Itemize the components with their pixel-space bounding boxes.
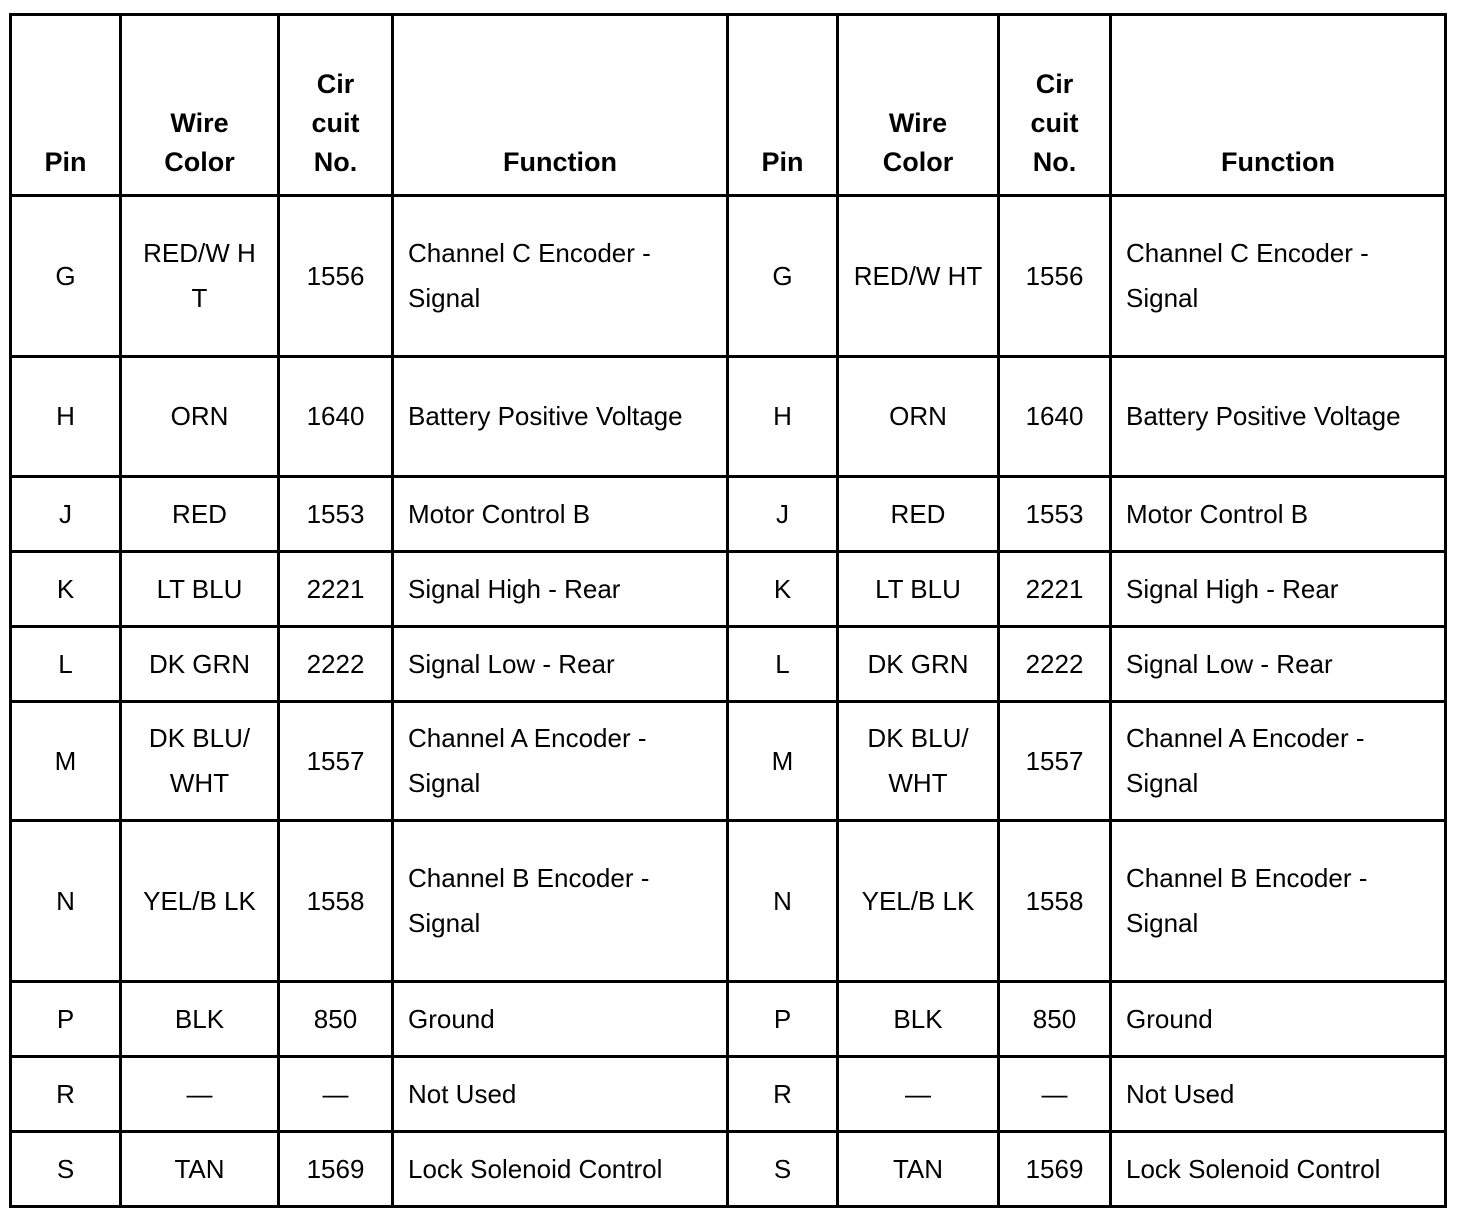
circuit-no-cell: — (999, 1057, 1111, 1132)
circuit-no-cell: 2221 (999, 552, 1111, 627)
pinout-table (9, 13, 1447, 1208)
wire-color-cell: RED/W HT (838, 196, 999, 357)
pin-cell: P (728, 982, 838, 1057)
header-wire-color: Wire Color (121, 15, 279, 196)
wire-color-cell: RED (838, 477, 999, 552)
circuit-no-cell: 850 (279, 982, 393, 1057)
header-pin: Pin (728, 15, 838, 196)
function-cell: Lock Solenoid Control (393, 1132, 728, 1207)
header-wire-color: Wire Color (838, 15, 999, 196)
table-row (11, 1132, 1446, 1207)
circuit-no-cell: 1569 (999, 1132, 1111, 1207)
header-circuit-no: Cir cuit No. (279, 15, 393, 196)
header-pin: Pin (11, 15, 121, 196)
table-row (11, 357, 1446, 477)
pin-cell: G (11, 196, 121, 357)
pin-cell: K (11, 552, 121, 627)
table-row (11, 982, 1446, 1057)
wire-color-cell: BLK (121, 982, 279, 1057)
wire-color-cell: LT BLU (838, 552, 999, 627)
function-cell: Signal Low - Rear (1111, 627, 1446, 702)
wire-color-cell: BLK (838, 982, 999, 1057)
pin-cell: J (11, 477, 121, 552)
function-cell: Ground (393, 982, 728, 1057)
wire-color-cell: LT BLU (121, 552, 279, 627)
table-row (11, 1057, 1446, 1132)
pin-cell: M (11, 702, 121, 821)
circuit-no-cell: 1556 (999, 196, 1111, 357)
pin-cell: N (728, 821, 838, 982)
wire-color-cell: TAN (838, 1132, 999, 1207)
wire-color-cell: ORN (121, 357, 279, 477)
pin-cell: R (11, 1057, 121, 1132)
wire-color-cell: DK GRN (838, 627, 999, 702)
pin-cell: H (728, 357, 838, 477)
wire-color-cell: RED/W HT (121, 196, 279, 357)
table-row (11, 477, 1446, 552)
table-row (11, 627, 1446, 702)
circuit-no-cell: 1640 (279, 357, 393, 477)
circuit-no-cell: 1558 (999, 821, 1111, 982)
pin-cell: J (728, 477, 838, 552)
circuit-no-cell: 1557 (999, 702, 1111, 821)
circuit-no-cell: 2222 (279, 627, 393, 702)
table-row (11, 702, 1446, 821)
circuit-no-cell: 2222 (999, 627, 1111, 702)
pin-cell: N (11, 821, 121, 982)
pin-cell: L (11, 627, 121, 702)
function-cell: Channel C Encoder - Signal (393, 196, 728, 357)
pin-cell: P (11, 982, 121, 1057)
wire-color-cell: ORN (838, 357, 999, 477)
circuit-no-cell: 1640 (999, 357, 1111, 477)
function-cell: Channel B Encoder - Signal (1111, 821, 1446, 982)
circuit-no-cell: 850 (999, 982, 1111, 1057)
pin-cell: L (728, 627, 838, 702)
header-circuit-no: Cir cuit No. (999, 15, 1111, 196)
pin-cell: K (728, 552, 838, 627)
pin-cell: S (728, 1132, 838, 1207)
function-cell: Channel B Encoder - Signal (393, 821, 728, 982)
header-row (11, 15, 1446, 196)
function-cell: Not Used (393, 1057, 728, 1132)
wire-color-cell: RED (121, 477, 279, 552)
wire-color-cell: TAN (121, 1132, 279, 1207)
function-cell: Motor Control B (1111, 477, 1446, 552)
circuit-no-cell: 1569 (279, 1132, 393, 1207)
function-cell: Signal High - Rear (393, 552, 728, 627)
pin-cell: G (728, 196, 838, 357)
function-cell: Battery Positive Voltage (393, 357, 728, 477)
wire-color-cell: DK BLU/ WHT (838, 702, 999, 821)
table-row (11, 821, 1446, 982)
function-cell: Channel C Encoder - Signal (1111, 196, 1446, 357)
circuit-no-cell: 1553 (999, 477, 1111, 552)
circuit-no-cell: 1557 (279, 702, 393, 821)
function-cell: Motor Control B (393, 477, 728, 552)
wire-color-cell: DK BLU/ WHT (121, 702, 279, 821)
pin-cell: H (11, 357, 121, 477)
function-cell: Ground (1111, 982, 1446, 1057)
wire-color-cell: YEL/B LK (838, 821, 999, 982)
circuit-no-cell: 1553 (279, 477, 393, 552)
pin-cell: M (728, 702, 838, 821)
function-cell: Not Used (1111, 1057, 1446, 1132)
wire-color-cell: — (838, 1057, 999, 1132)
circuit-no-cell: 1556 (279, 196, 393, 357)
header-function: Function (393, 15, 728, 196)
pin-cell: R (728, 1057, 838, 1132)
circuit-no-cell: 2221 (279, 552, 393, 627)
header-function: Function (1111, 15, 1446, 196)
function-cell: Channel A Encoder - Signal (1111, 702, 1446, 821)
circuit-no-cell: — (279, 1057, 393, 1132)
function-cell: Signal High - Rear (1111, 552, 1446, 627)
function-cell: Signal Low - Rear (393, 627, 728, 702)
wire-color-cell: YEL/B LK (121, 821, 279, 982)
function-cell: Lock Solenoid Control (1111, 1132, 1446, 1207)
table-row (11, 552, 1446, 627)
wire-color-cell: — (121, 1057, 279, 1132)
circuit-no-cell: 1558 (279, 821, 393, 982)
wire-color-cell: DK GRN (121, 627, 279, 702)
function-cell: Battery Positive Voltage (1111, 357, 1446, 477)
pin-cell: S (11, 1132, 121, 1207)
function-cell: Channel A Encoder - Signal (393, 702, 728, 821)
table-row (11, 196, 1446, 357)
